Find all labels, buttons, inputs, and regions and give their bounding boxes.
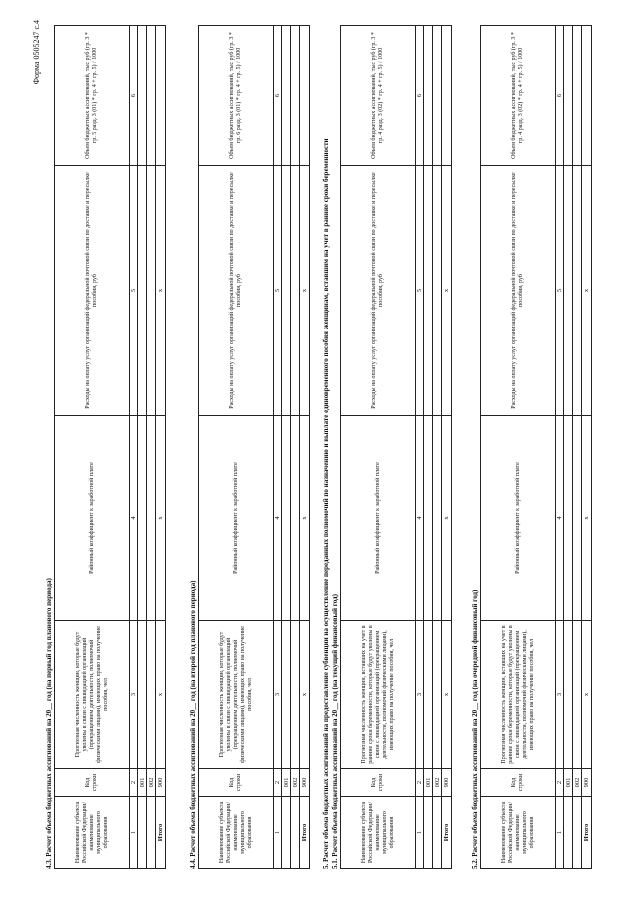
column-number: 1 bbox=[274, 797, 282, 869]
row-code: 002 bbox=[573, 769, 582, 797]
value-cell bbox=[282, 621, 291, 769]
column-number: 6 bbox=[416, 26, 424, 166]
total-label: Итого bbox=[582, 797, 592, 869]
x-mark: x bbox=[582, 621, 592, 769]
total-code: 900 bbox=[582, 769, 592, 797]
section-5-1 bbox=[322, 26, 452, 869]
table-row bbox=[291, 26, 300, 869]
column-header-3: Прогнозная численность женщин, вставших на учет в ранние сроки беременности, которые будут уволены в связи с ликвидацией организаций (прекращением деятельности, полномочий физическими лицами), имеющих право на получение пособия, чел bbox=[481, 621, 556, 769]
column-number: 4 bbox=[416, 416, 424, 621]
column-header-3: Прогнозная численность женщин, которые будут уволены в связи с ликвидацией организаций (прекращением деятельности, полномочий физическими лицами), имеющих право на получение пособия, чел bbox=[55, 621, 130, 769]
name-cell bbox=[291, 797, 300, 869]
value-cell bbox=[573, 26, 582, 166]
column-header-3: Прогнозная численность женщин, вставших на учет в ранние сроки беременности, которые будут уволены в связи с ликвидацией организаций (прекращением деятельности, полномочий физическими лицами), имеющих право на получение пособия, чел bbox=[341, 621, 416, 769]
table-row bbox=[573, 26, 582, 869]
x-mark: x bbox=[156, 166, 166, 416]
value-cell bbox=[138, 416, 147, 621]
column-number: 1 bbox=[130, 797, 138, 869]
x-mark: x bbox=[300, 166, 310, 416]
value-cell bbox=[564, 26, 573, 166]
column-number: 6 bbox=[556, 26, 564, 166]
value-cell bbox=[147, 166, 156, 416]
x-mark: x bbox=[156, 416, 166, 621]
value-cell bbox=[147, 416, 156, 621]
column-number: 3 bbox=[416, 621, 424, 769]
column-number: 1 bbox=[556, 797, 564, 869]
column-header-2: Код строки bbox=[341, 769, 416, 797]
value-cell bbox=[433, 621, 442, 769]
value-cell bbox=[564, 416, 573, 621]
value-cell bbox=[138, 621, 147, 769]
x-mark: x bbox=[442, 166, 452, 416]
column-number: 5 bbox=[416, 166, 424, 416]
value-cell bbox=[147, 26, 156, 166]
row-code: 002 bbox=[433, 769, 442, 797]
column-header-6: Объем бюджетных ассигнований, тыс руб (гр. 3 * гр. 4 разд. 3 (02) * гр. 4 + гр. 5) / 1000 bbox=[481, 26, 556, 166]
column-number: 5 bbox=[130, 166, 138, 416]
table-row bbox=[433, 26, 442, 869]
x-mark: x bbox=[442, 416, 452, 621]
value-cell bbox=[573, 621, 582, 769]
section-4-3 bbox=[44, 26, 166, 869]
name-cell bbox=[147, 797, 156, 869]
column-number: 6 bbox=[130, 26, 138, 166]
value-cell bbox=[291, 621, 300, 769]
total-code: 900 bbox=[442, 769, 452, 797]
column-header-6: Объем бюджетных ассигнований, тыс руб (гр. 3 * гр. 4 разд. 3 (02) * гр. 4 + гр. 5) / 1000 bbox=[341, 26, 416, 166]
column-header-4: Районный коэффициент к заработной плате bbox=[481, 416, 556, 621]
column-header-1: Наименование субъекта Российской Федерации/наименование муниципального образования bbox=[341, 797, 416, 869]
column-number: 5 bbox=[556, 166, 564, 416]
column-number: 2 bbox=[130, 769, 138, 797]
column-number: 4 bbox=[274, 416, 282, 621]
section-title: 4.3. Расчет объема бюджетных ассигнований на 20__ год (на первый год планового периода) bbox=[45, 578, 53, 869]
x-mark: x bbox=[156, 621, 166, 769]
column-header-4: Районный коэффициент к заработной плате bbox=[341, 416, 416, 621]
column-number: 4 bbox=[130, 416, 138, 621]
row-code: 001 bbox=[424, 769, 433, 797]
total-value bbox=[582, 26, 592, 166]
value-cell bbox=[138, 26, 147, 166]
value-cell bbox=[573, 416, 582, 621]
value-cell bbox=[433, 26, 442, 166]
table-row bbox=[282, 26, 291, 869]
total-code: 900 bbox=[300, 769, 310, 797]
section-4-4 bbox=[188, 26, 310, 869]
name-cell bbox=[282, 797, 291, 869]
x-mark: x bbox=[300, 621, 310, 769]
name-cell bbox=[138, 797, 147, 869]
table-row bbox=[564, 26, 573, 869]
total-value bbox=[300, 26, 310, 166]
section-5-1-title: 5.1. Расчет объема бюджетных ассигнований на 20__ год (на текущий финансовый год) bbox=[331, 594, 339, 869]
value-cell bbox=[291, 416, 300, 621]
total-value bbox=[156, 26, 166, 166]
x-mark: x bbox=[300, 416, 310, 621]
column-header-6: Объем бюджетных ассигнований, тыс руб (гр. 3 * гр. 5 разд. 3 (01) * гр. 4 + гр. 5) / 1000 bbox=[55, 26, 130, 166]
table-row bbox=[424, 26, 433, 869]
name-cell bbox=[573, 797, 582, 869]
total-label: Итого bbox=[442, 797, 452, 869]
total-row bbox=[300, 26, 310, 869]
name-cell bbox=[564, 797, 573, 869]
column-header-5: Расходы на оплату услуг организаций федеральной почтовой связи по доставке и пересылке пособия, руб bbox=[481, 166, 556, 416]
value-cell bbox=[424, 26, 433, 166]
value-cell bbox=[282, 166, 291, 416]
column-number: 3 bbox=[130, 621, 138, 769]
total-row bbox=[442, 26, 452, 869]
column-header-4: Районный коэффициент к заработной плате bbox=[199, 416, 274, 621]
column-header-5: Расходы на оплату услуг организаций федеральной почтовой связи по доставке и пересылке пособия, руб bbox=[341, 166, 416, 416]
row-code: 002 bbox=[147, 769, 156, 797]
column-header-3: Прогнозная численность женщин, которые будут уволены в связи с ликвидацией организаций (прекращением деятельности, полномочий физическими лицами), имеющих право на получение пособия, чел bbox=[199, 621, 274, 769]
value-cell bbox=[282, 26, 291, 166]
total-row bbox=[156, 26, 166, 869]
column-header-6: Объем бюджетных ассигнований, тыс руб (гр. 3 * гр. 6 разд. 3 (01) * гр. 4 + гр. 5) / 1000 bbox=[199, 26, 274, 166]
value-cell bbox=[424, 416, 433, 621]
value-cell bbox=[138, 166, 147, 416]
column-number-row bbox=[556, 26, 564, 869]
form-code: Форма 0505247 с.4 bbox=[32, 20, 41, 85]
column-number: 2 bbox=[416, 769, 424, 797]
value-cell bbox=[433, 416, 442, 621]
column-number: 2 bbox=[274, 769, 282, 797]
header-row bbox=[481, 26, 556, 869]
x-mark: x bbox=[582, 166, 592, 416]
section-5-2 bbox=[470, 26, 592, 869]
section-title: 5.2. Расчет объема бюджетных ассигнований на 20__ год (на очередной финансовый год) bbox=[471, 589, 479, 869]
name-cell bbox=[424, 797, 433, 869]
x-mark: x bbox=[442, 621, 452, 769]
calculation-table bbox=[54, 25, 166, 869]
column-header-5: Расходы на оплату услуг организаций федеральной почтовой связи по доставке и пересылке пособия, руб bbox=[199, 166, 274, 416]
value-cell bbox=[291, 166, 300, 416]
table-row bbox=[138, 26, 147, 869]
value-cell bbox=[291, 26, 300, 166]
name-cell bbox=[433, 797, 442, 869]
row-code: 002 bbox=[291, 769, 300, 797]
value-cell bbox=[433, 166, 442, 416]
column-header-2: Код строки bbox=[481, 769, 556, 797]
column-header-5: Расходы на оплату услуг организаций федеральной почтовой связи по доставке и пересылке пособия, руб bbox=[55, 166, 130, 416]
column-header-1: Наименование субъекта Российской Федерации/наименование муниципального образования bbox=[481, 797, 556, 869]
value-cell bbox=[573, 166, 582, 416]
value-cell bbox=[424, 166, 433, 416]
value-cell bbox=[424, 621, 433, 769]
column-number: 3 bbox=[556, 621, 564, 769]
total-code: 900 bbox=[156, 769, 166, 797]
column-number: 2 bbox=[556, 769, 564, 797]
header-row bbox=[55, 26, 130, 869]
calculation-table bbox=[198, 25, 310, 869]
value-cell bbox=[282, 416, 291, 621]
calculation-table bbox=[480, 25, 592, 869]
column-number-row bbox=[416, 26, 424, 869]
value-cell bbox=[564, 621, 573, 769]
column-number: 1 bbox=[416, 797, 424, 869]
column-number: 6 bbox=[274, 26, 282, 166]
table-row bbox=[147, 26, 156, 869]
column-number: 5 bbox=[274, 166, 282, 416]
column-header-2: Код строки bbox=[55, 769, 130, 797]
column-header-1: Наименование субъекта Российской Федерации/наименование муниципального образования bbox=[199, 797, 274, 869]
row-code: 001 bbox=[564, 769, 573, 797]
column-number: 3 bbox=[274, 621, 282, 769]
section-title: 4.4. Расчет объема бюджетных ассигнований на 20__ год (на второй год планового периода) bbox=[189, 580, 197, 869]
column-number-row bbox=[130, 26, 138, 869]
header-row bbox=[341, 26, 416, 869]
total-value bbox=[442, 26, 452, 166]
column-header-4: Районный коэффициент к заработной плате bbox=[55, 416, 130, 621]
row-code: 001 bbox=[138, 769, 147, 797]
column-number-row bbox=[274, 26, 282, 869]
value-cell bbox=[147, 621, 156, 769]
section-5-heading: 5. Расчет объема бюджетных ассигнований на предоставление субвенции на осуществление переданных полномочий по назначению и выплате единовременного пособия женщинам, вставшим на учет в ранние сроки беременности bbox=[322, 138, 330, 869]
value-cell bbox=[564, 166, 573, 416]
column-number: 4 bbox=[556, 416, 564, 621]
total-label: Итого bbox=[300, 797, 310, 869]
x-mark: x bbox=[582, 416, 592, 621]
total-label: Итого bbox=[156, 797, 166, 869]
header-row bbox=[199, 26, 274, 869]
row-code: 001 bbox=[282, 769, 291, 797]
total-row bbox=[582, 26, 592, 869]
column-header-1: Наименование субъекта Российской Федерации/наименование муниципального образования bbox=[55, 797, 130, 869]
column-header-2: Код строки bbox=[199, 769, 274, 797]
calculation-table bbox=[340, 25, 452, 869]
